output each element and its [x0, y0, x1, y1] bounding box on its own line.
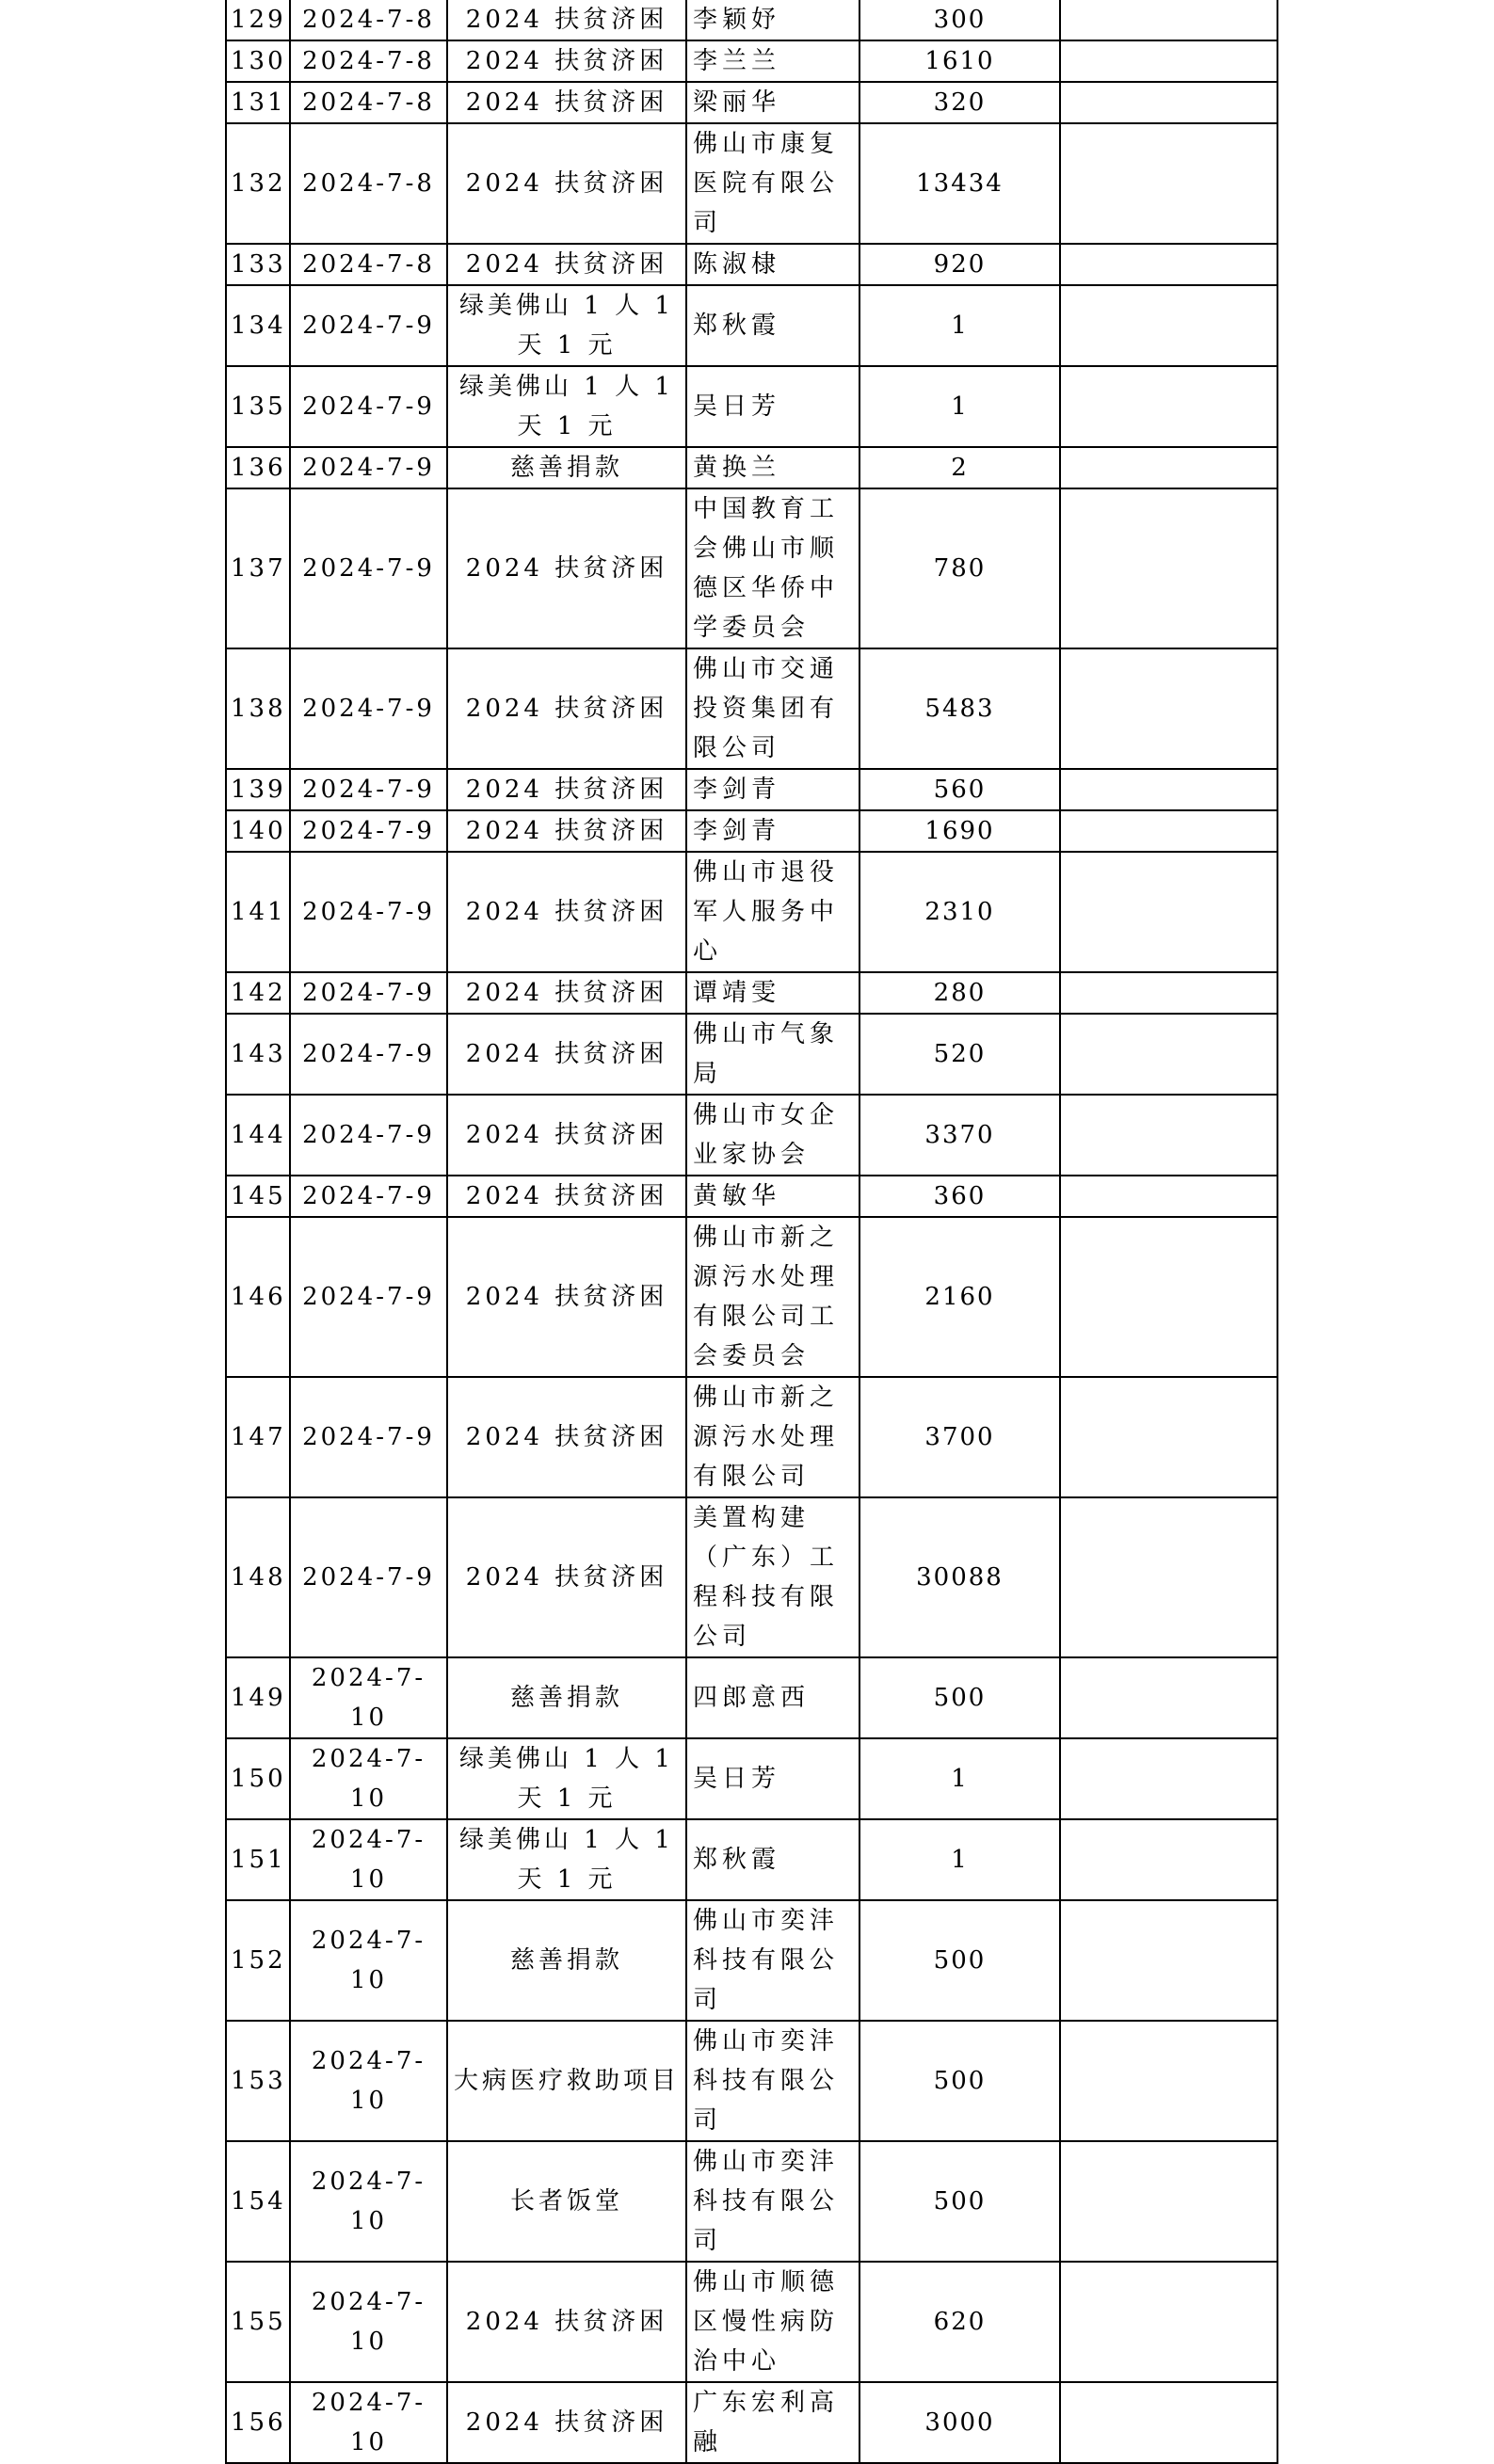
donation-date: 2024-7-9: [290, 810, 447, 852]
row-number: 139: [226, 769, 290, 810]
donor-name: 佛山市奕沣科技有限公司: [686, 2141, 859, 2262]
row-number: 144: [226, 1095, 290, 1176]
donor-name: 佛山市退役军人服务中心: [686, 852, 859, 972]
donor-name: 梁丽华: [686, 82, 859, 123]
donation-amount: 920: [859, 244, 1060, 285]
donor-name: 谭靖雯: [686, 972, 859, 1014]
donation-purpose: 2024 扶贫济困: [447, 82, 686, 123]
donor-name: 李剑青: [686, 810, 859, 852]
donation-amount: 1610: [859, 40, 1060, 82]
donation-date: 2024-7-9: [290, 852, 447, 972]
remark-cell: [1060, 40, 1277, 82]
donor-name: 李兰兰: [686, 40, 859, 82]
row-number: 140: [226, 810, 290, 852]
donor-name: 黄换兰: [686, 447, 859, 488]
donor-name: 佛山市交通投资集团有限公司: [686, 648, 859, 769]
donation-purpose: 2024 扶贫济困: [447, 1014, 686, 1095]
donation-date: 2024-7-9: [290, 285, 447, 366]
donation-amount: 5483: [859, 648, 1060, 769]
row-number: 149: [226, 1657, 290, 1738]
table-row: [226, 244, 1277, 285]
donation-amount: 2160: [859, 1217, 1060, 1377]
donation-table: [225, 0, 1278, 2464]
row-number: 130: [226, 40, 290, 82]
donor-name: 黄敏华: [686, 1176, 859, 1217]
remark-cell: [1060, 447, 1277, 488]
donation-purpose: 慈善捐款: [447, 1900, 686, 2021]
remark-cell: [1060, 648, 1277, 769]
row-number: 156: [226, 2382, 290, 2463]
donation-date: 2024-7-9: [290, 972, 447, 1014]
donor-name: 四郎意西: [686, 1657, 859, 1738]
donation-amount: 1: [859, 1819, 1060, 1900]
remark-cell: [1060, 769, 1277, 810]
donation-date: 2024-7-9: [290, 488, 447, 648]
row-number: 143: [226, 1014, 290, 1095]
remark-cell: [1060, 810, 1277, 852]
remark-cell: [1060, 972, 1277, 1014]
donation-date: 2024-7-9: [290, 648, 447, 769]
donation-purpose: 2024 扶贫济困: [447, 769, 686, 810]
donation-amount: 3000: [859, 2382, 1060, 2463]
row-number: 132: [226, 123, 290, 244]
remark-cell: [1060, 244, 1277, 285]
donation-amount: 2: [859, 447, 1060, 488]
donation-purpose: 慈善捐款: [447, 1657, 686, 1738]
remark-cell: [1060, 2382, 1277, 2463]
remark-cell: [1060, 1176, 1277, 1217]
donor-name: 中国教育工会佛山市顺德区华侨中学委员会: [686, 488, 859, 648]
donation-date: 2024-7-8: [290, 82, 447, 123]
remark-cell: [1060, 123, 1277, 244]
donation-date: 2024-7-9: [290, 1497, 447, 1657]
donation-purpose: 2024 扶贫济困: [447, 852, 686, 972]
donation-date: 2024-7-8: [290, 0, 447, 40]
row-number: 129: [226, 0, 290, 40]
donation-date: 2024-7-10: [290, 2262, 447, 2382]
remark-cell: [1060, 366, 1277, 447]
donor-name: 吴日芳: [686, 1738, 859, 1819]
remark-cell: [1060, 2021, 1277, 2141]
donation-date: 2024-7-9: [290, 1377, 447, 1497]
table-row: [226, 972, 1277, 1014]
donation-date: 2024-7-10: [290, 1900, 447, 2021]
donation-date: 2024-7-10: [290, 1738, 447, 1819]
donation-date: 2024-7-8: [290, 123, 447, 244]
donation-purpose: 2024 扶贫济困: [447, 810, 686, 852]
donor-name: 郑秋霞: [686, 1819, 859, 1900]
table-row: [226, 2382, 1277, 2463]
table-row: [226, 447, 1277, 488]
donation-amount: 500: [859, 1657, 1060, 1738]
donation-purpose: 2024 扶贫济困: [447, 1377, 686, 1497]
row-number: 136: [226, 447, 290, 488]
donation-date: 2024-7-10: [290, 1657, 447, 1738]
remark-cell: [1060, 1217, 1277, 1377]
row-number: 137: [226, 488, 290, 648]
remark-cell: [1060, 1738, 1277, 1819]
table-row: [226, 2141, 1277, 2262]
table-row: [226, 1738, 1277, 1819]
donation-amount: 280: [859, 972, 1060, 1014]
remark-cell: [1060, 82, 1277, 123]
row-number: 147: [226, 1377, 290, 1497]
donation-date: 2024-7-9: [290, 1217, 447, 1377]
donation-date: 2024-7-9: [290, 769, 447, 810]
donation-purpose: 2024 扶贫济困: [447, 40, 686, 82]
donation-amount: 500: [859, 1900, 1060, 2021]
row-number: 138: [226, 648, 290, 769]
donation-date: 2024-7-9: [290, 447, 447, 488]
table-row: [226, 769, 1277, 810]
donation-amount: 3370: [859, 1095, 1060, 1176]
donation-purpose: 2024 扶贫济困: [447, 972, 686, 1014]
table-row: [226, 1095, 1277, 1176]
row-number: 135: [226, 366, 290, 447]
table-row: [226, 1176, 1277, 1217]
row-number: 133: [226, 244, 290, 285]
remark-cell: [1060, 0, 1277, 40]
table-row: [226, 1657, 1277, 1738]
remark-cell: [1060, 1900, 1277, 2021]
remark-cell: [1060, 2141, 1277, 2262]
table-row: [226, 810, 1277, 852]
donation-amount: 1: [859, 1738, 1060, 1819]
donation-purpose: 2024 扶贫济困: [447, 2262, 686, 2382]
row-number: 148: [226, 1497, 290, 1657]
table-row: [226, 852, 1277, 972]
table-row: [226, 1819, 1277, 1900]
row-number: 153: [226, 2021, 290, 2141]
donation-amount: 320: [859, 82, 1060, 123]
row-number: 141: [226, 852, 290, 972]
donation-purpose: 2024 扶贫济困: [447, 488, 686, 648]
donation-amount: 780: [859, 488, 1060, 648]
remark-cell: [1060, 1377, 1277, 1497]
remark-cell: [1060, 1095, 1277, 1176]
donation-date: 2024-7-9: [290, 366, 447, 447]
donor-name: 郑秋霞: [686, 285, 859, 366]
donation-amount: 500: [859, 2021, 1060, 2141]
table-row: [226, 1217, 1277, 1377]
donation-purpose: 2024 扶贫济困: [447, 1497, 686, 1657]
donation-amount: 13434: [859, 123, 1060, 244]
donation-amount: 360: [859, 1176, 1060, 1217]
table-row: [226, 2021, 1277, 2141]
donation-purpose: 2024 扶贫济困: [447, 648, 686, 769]
remark-cell: [1060, 1657, 1277, 1738]
donation-amount: 1: [859, 366, 1060, 447]
donation-purpose: 2024 扶贫济困: [447, 1217, 686, 1377]
donation-purpose: 长者饭堂: [447, 2141, 686, 2262]
donor-name: 佛山市奕沣科技有限公司: [686, 1900, 859, 2021]
donor-name: 佛山市康复医院有限公司: [686, 123, 859, 244]
table-row: [226, 1377, 1277, 1497]
donor-name: 李颖妤: [686, 0, 859, 40]
remark-cell: [1060, 1497, 1277, 1657]
donation-amount: 3700: [859, 1377, 1060, 1497]
donor-name: 佛山市奕沣科技有限公司: [686, 2021, 859, 2141]
row-number: 151: [226, 1819, 290, 1900]
table-row: [226, 2262, 1277, 2382]
donation-amount: 500: [859, 2141, 1060, 2262]
table-body: [226, 0, 1277, 2463]
donation-amount: 520: [859, 1014, 1060, 1095]
donation-purpose: 2024 扶贫济困: [447, 1176, 686, 1217]
donation-purpose: 绿美佛山 1 人 1 天 1 元: [447, 285, 686, 366]
donation-date: 2024-7-8: [290, 40, 447, 82]
donation-purpose: 2024 扶贫济困: [447, 244, 686, 285]
donor-name: 佛山市新之源污水处理有限公司: [686, 1377, 859, 1497]
remark-cell: [1060, 488, 1277, 648]
table-row: [226, 40, 1277, 82]
donor-name: 佛山市气象局: [686, 1014, 859, 1095]
donation-date: 2024-7-10: [290, 2382, 447, 2463]
donation-amount: 30088: [859, 1497, 1060, 1657]
donation-amount: 620: [859, 2262, 1060, 2382]
donation-date: 2024-7-9: [290, 1176, 447, 1217]
donation-date: 2024-7-10: [290, 2141, 447, 2262]
donor-name: 佛山市顺德区慢性病防治中心: [686, 2262, 859, 2382]
remark-cell: [1060, 852, 1277, 972]
donation-purpose: 绿美佛山 1 人 1 天 1 元: [447, 366, 686, 447]
row-number: 145: [226, 1176, 290, 1217]
table-row: [226, 1497, 1277, 1657]
donation-date: 2024-7-9: [290, 1014, 447, 1095]
donation-purpose: 2024 扶贫济困: [447, 1095, 686, 1176]
donor-name: 广东宏利高融: [686, 2382, 859, 2463]
row-number: 154: [226, 2141, 290, 2262]
table-row: [226, 0, 1277, 40]
donor-name: 美置构建（广东）工程科技有限公司: [686, 1497, 859, 1657]
donation-date: 2024-7-10: [290, 1819, 447, 1900]
row-number: 146: [226, 1217, 290, 1377]
table-row: [226, 648, 1277, 769]
donation-purpose: 绿美佛山 1 人 1 天 1 元: [447, 1738, 686, 1819]
donation-date: 2024-7-9: [290, 1095, 447, 1176]
donation-purpose: 慈善捐款: [447, 447, 686, 488]
row-number: 134: [226, 285, 290, 366]
donation-purpose: 2024 扶贫济困: [447, 0, 686, 40]
row-number: 142: [226, 972, 290, 1014]
donation-purpose: 大病医疗救助项目: [447, 2021, 686, 2141]
donation-amount: 560: [859, 769, 1060, 810]
donor-name: 吴日芳: [686, 366, 859, 447]
table-row: [226, 1014, 1277, 1095]
donation-date: 2024-7-8: [290, 244, 447, 285]
row-number: 152: [226, 1900, 290, 2021]
table-row: [226, 82, 1277, 123]
remark-cell: [1060, 1014, 1277, 1095]
donation-amount: 1: [859, 285, 1060, 366]
donation-amount: 1690: [859, 810, 1060, 852]
table-row: [226, 366, 1277, 447]
donation-purpose: 2024 扶贫济困: [447, 2382, 686, 2463]
table-row: [226, 1900, 1277, 2021]
donation-date: 2024-7-10: [290, 2021, 447, 2141]
row-number: 155: [226, 2262, 290, 2382]
donation-purpose: 2024 扶贫济困: [447, 123, 686, 244]
table-row: [226, 123, 1277, 244]
row-number: 150: [226, 1738, 290, 1819]
donor-name: 佛山市新之源污水处理有限公司工会委员会: [686, 1217, 859, 1377]
row-number: 131: [226, 82, 290, 123]
table-row: [226, 285, 1277, 366]
remark-cell: [1060, 285, 1277, 366]
remark-cell: [1060, 1819, 1277, 1900]
donor-name: 李剑青: [686, 769, 859, 810]
donor-name: 佛山市女企业家协会: [686, 1095, 859, 1176]
donor-name: 陈淑棣: [686, 244, 859, 285]
donation-purpose: 绿美佛山 1 人 1 天 1 元: [447, 1819, 686, 1900]
donation-amount: 2310: [859, 852, 1060, 972]
donation-amount: 300: [859, 0, 1060, 40]
remark-cell: [1060, 2262, 1277, 2382]
table-row: [226, 488, 1277, 648]
